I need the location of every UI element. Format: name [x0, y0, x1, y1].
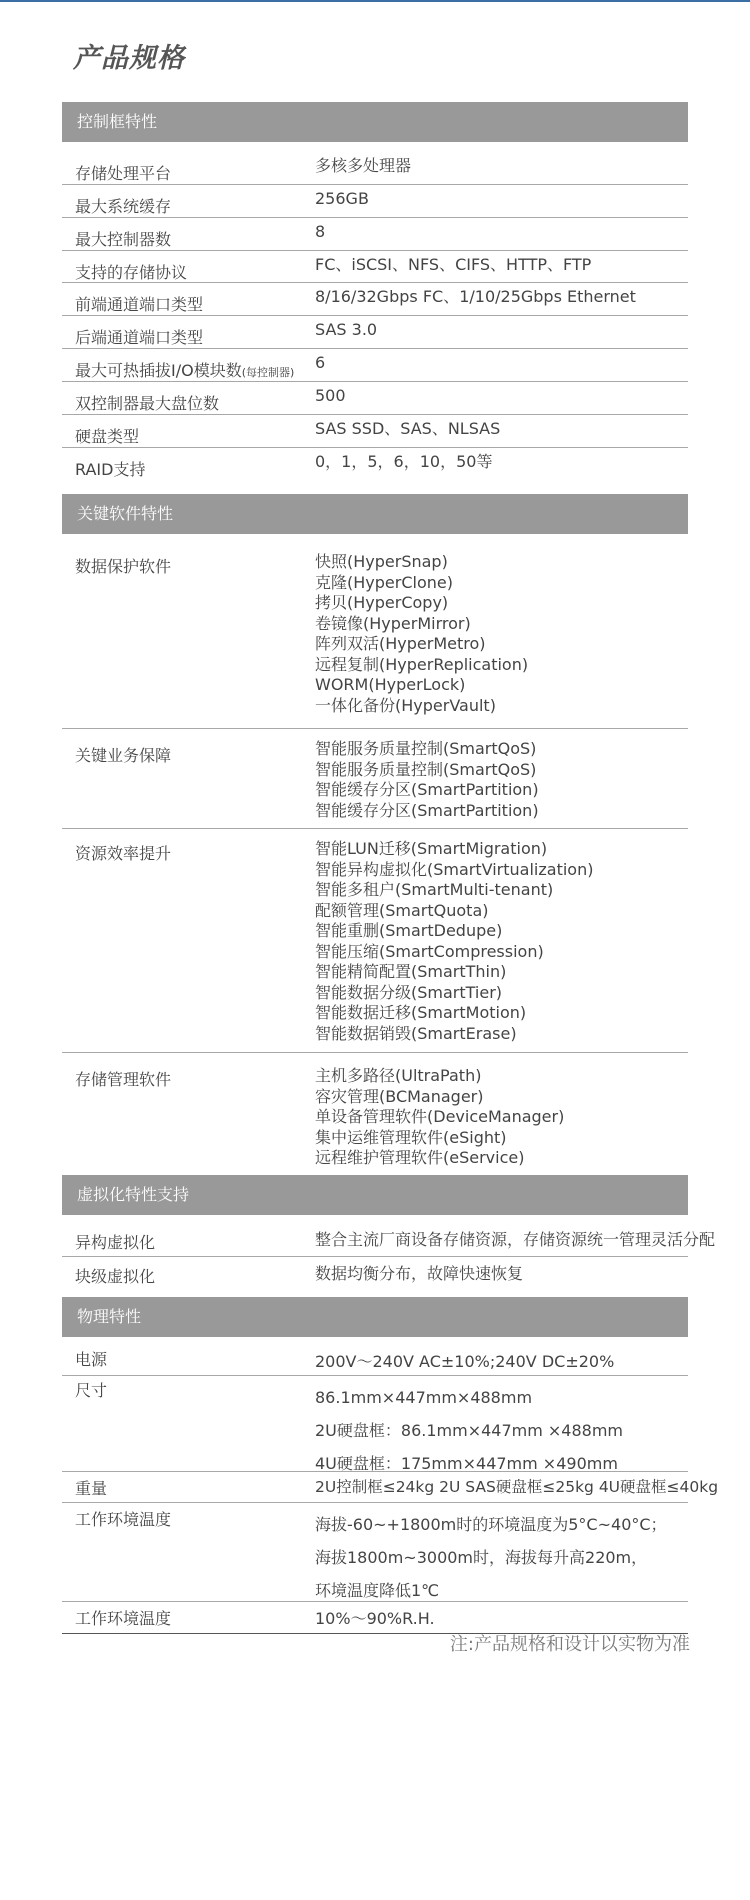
- spec-value-line: 智能多租户(SmartMulti-tenant): [315, 880, 554, 899]
- spec-label: 电源: [75, 1350, 108, 1369]
- page-title: 产品规格: [73, 43, 185, 74]
- spec-label: 关键业务保障: [75, 746, 172, 765]
- spec-value-line: 环境温度降低1℃: [315, 1581, 440, 1600]
- spec-row: [62, 1345, 688, 1376]
- spec-label: 数据保护软件: [75, 557, 172, 576]
- spec-label: [75, 358, 294, 381]
- spec-value: 200V～240V AC±10%;240V DC±20%: [315, 1352, 615, 1371]
- spec-value-list: [315, 552, 528, 716]
- spec-value-line: 海拔-60~+1800m时的环境温度为5°C~40°C；: [315, 1515, 667, 1534]
- spec-value-line: 智能缓存分区(SmartPartition): [315, 800, 539, 820]
- spec-row: [62, 185, 688, 218]
- spec-row: [62, 448, 688, 481]
- spec-value-line: 智能精简配置(SmartThin): [315, 962, 507, 981]
- spec-value: 数据均衡分布，故障快速恢复: [315, 1264, 524, 1283]
- spec-value: 2U控制框≤24kg 2U SAS硬盘框≤25kg 4U硬盘框≤40kg: [315, 1478, 719, 1496]
- spec-row: [62, 1503, 688, 1602]
- spec-label: 工作环境温度: [75, 1510, 172, 1529]
- spec-value-line: 拷贝(HyperCopy): [315, 593, 449, 612]
- spec-row: [62, 316, 688, 349]
- spec-label: 尺寸: [75, 1381, 108, 1400]
- spec-label: 重量: [75, 1479, 108, 1498]
- spec-value-line: 智能数据迁移(SmartMotion): [315, 1003, 527, 1022]
- spec-value: 8/16/32Gbps FC、1/10/25Gbps Ethernet: [315, 287, 636, 306]
- spec-value-line: 主机多路径(UltraPath): [315, 1066, 482, 1085]
- section-header-software: 关键软件特性: [62, 494, 688, 534]
- spec-value-line: 智能服务质量控制(SmartQoS): [315, 759, 537, 779]
- spec-label: 工作环境温度: [75, 1609, 172, 1628]
- spec-value-line: 4U硬盘框：175mm×447mm ×490mm: [315, 1454, 618, 1473]
- spec-value: 10%～90%R.H.: [315, 1609, 435, 1628]
- spec-value: 多核多处理器: [315, 156, 412, 175]
- spec-row: [62, 534, 688, 729]
- spec-label: 双控制器最大盘位数: [75, 394, 220, 413]
- spec-value-line: 智能数据销毁(SmartErase): [315, 1023, 517, 1043]
- spec-row: [62, 415, 688, 448]
- spec-value: SAS SSD、SAS、NLSAS: [315, 419, 501, 438]
- spec-row: [62, 152, 688, 185]
- section-header-controller: 控制框特性: [62, 102, 688, 142]
- spec-value-line: 远程维护管理软件(eService): [315, 1148, 525, 1167]
- spec-row: [62, 218, 688, 251]
- spec-label: 资源效率提升: [75, 844, 172, 863]
- spec-row: [62, 829, 688, 1053]
- spec-value: 0，1，5，6，10，50等: [315, 452, 493, 471]
- spec-label: 硬盘类型: [75, 427, 140, 446]
- spec-row: [62, 1222, 716, 1257]
- spec-value-line: 一体化备份(HyperVault): [315, 695, 496, 715]
- spec-row: [62, 382, 688, 415]
- spec-value-line: 快照(HyperSnap): [315, 552, 448, 571]
- spec-value-line: WORM(HyperLock): [315, 675, 466, 694]
- spec-row: [62, 1053, 688, 1173]
- spec-value-line: 智能缓存分区(SmartPartition): [315, 780, 539, 799]
- spec-row: [62, 251, 688, 283]
- spec-label: 后端通道端口类型: [75, 328, 204, 347]
- spec-label: 存储处理平台: [75, 164, 172, 183]
- top-accent-line: [0, 0, 750, 2]
- spec-value: FC、iSCSI、NFS、CIFS、HTTP、FTP: [315, 255, 592, 274]
- spec-label-note: (每控制器): [241, 366, 295, 379]
- spec-label: 最大控制器数: [75, 230, 172, 249]
- spec-value-line: 2U硬盘框：86.1mm×447mm ×488mm: [315, 1421, 624, 1440]
- spec-label: 块级虚拟化: [75, 1267, 156, 1286]
- spec-value-line: 配额管理(SmartQuota): [315, 900, 489, 920]
- spec-label-main: 最大可热插拔I/O模块数: [75, 361, 242, 380]
- spec-value: 6: [315, 353, 326, 372]
- spec-value-line: 86.1mm×447mm×488mm: [315, 1388, 533, 1407]
- spec-row: [62, 349, 688, 382]
- section-header-virtualization: 虚拟化特性支持: [62, 1175, 688, 1215]
- spec-label: 支持的存储协议: [75, 263, 188, 282]
- spec-value: 8: [315, 222, 326, 241]
- spec-value-line: 卷镜像(HyperMirror): [315, 613, 471, 633]
- footnote: 注:产品规格和设计以实物为准: [449, 1634, 690, 1655]
- spec-value: 500: [315, 386, 346, 405]
- spec-value-line: 单设备管理软件(DeviceManager): [315, 1107, 565, 1126]
- spec-value-list: [315, 739, 539, 821]
- spec-value-line: 阵列双活(HyperMetro): [315, 634, 486, 653]
- spec-value-line: 智能异构虚拟化(SmartVirtualization): [315, 859, 594, 879]
- spec-value-list: [315, 1066, 564, 1169]
- spec-label: 前端通道端口类型: [75, 295, 204, 314]
- spec-row: [62, 1257, 688, 1290]
- spec-label: RAID支持: [75, 460, 146, 479]
- spec-value-list: [315, 839, 593, 1044]
- spec-value-line: 智能LUN迁移(SmartMigration): [315, 839, 548, 858]
- spec-value-line: 远程复制(HyperReplication): [315, 654, 529, 674]
- spec-label: 异构虚拟化: [75, 1233, 156, 1252]
- spec-row: [62, 283, 688, 316]
- spec-value: SAS 3.0: [315, 320, 378, 339]
- spec-row: [62, 1376, 688, 1472]
- spec-row: [62, 729, 688, 829]
- spec-value-line: 智能服务质量控制(SmartQoS): [315, 739, 537, 758]
- spec-value: 整合主流厂商设备存储资源，存储资源统一管理灵活分配: [315, 1230, 716, 1249]
- spec-value: 256GB: [315, 189, 369, 208]
- spec-label: 存储管理软件: [75, 1070, 172, 1089]
- spec-value-line: 智能数据分级(SmartTier): [315, 982, 503, 1002]
- spec-value-line: 集中运维管理软件(eSight): [315, 1127, 507, 1147]
- section-header-physical: 物理特性: [62, 1297, 688, 1337]
- spec-value-list: [315, 1508, 667, 1607]
- spec-label: 最大系统缓存: [75, 197, 172, 216]
- spec-value-line: 智能压缩(SmartCompression): [315, 941, 544, 961]
- spec-value-line: 智能重删(SmartDedupe): [315, 921, 503, 940]
- spec-value-list: [315, 1381, 623, 1480]
- spec-row: [62, 1472, 719, 1503]
- spec-value-line: 容灾管理(BCManager): [315, 1086, 484, 1106]
- spec-value-line: 海拔1800m~3000m时，海拔每升高220m，: [315, 1548, 648, 1567]
- spec-value-line: 克隆(HyperClone): [315, 572, 453, 592]
